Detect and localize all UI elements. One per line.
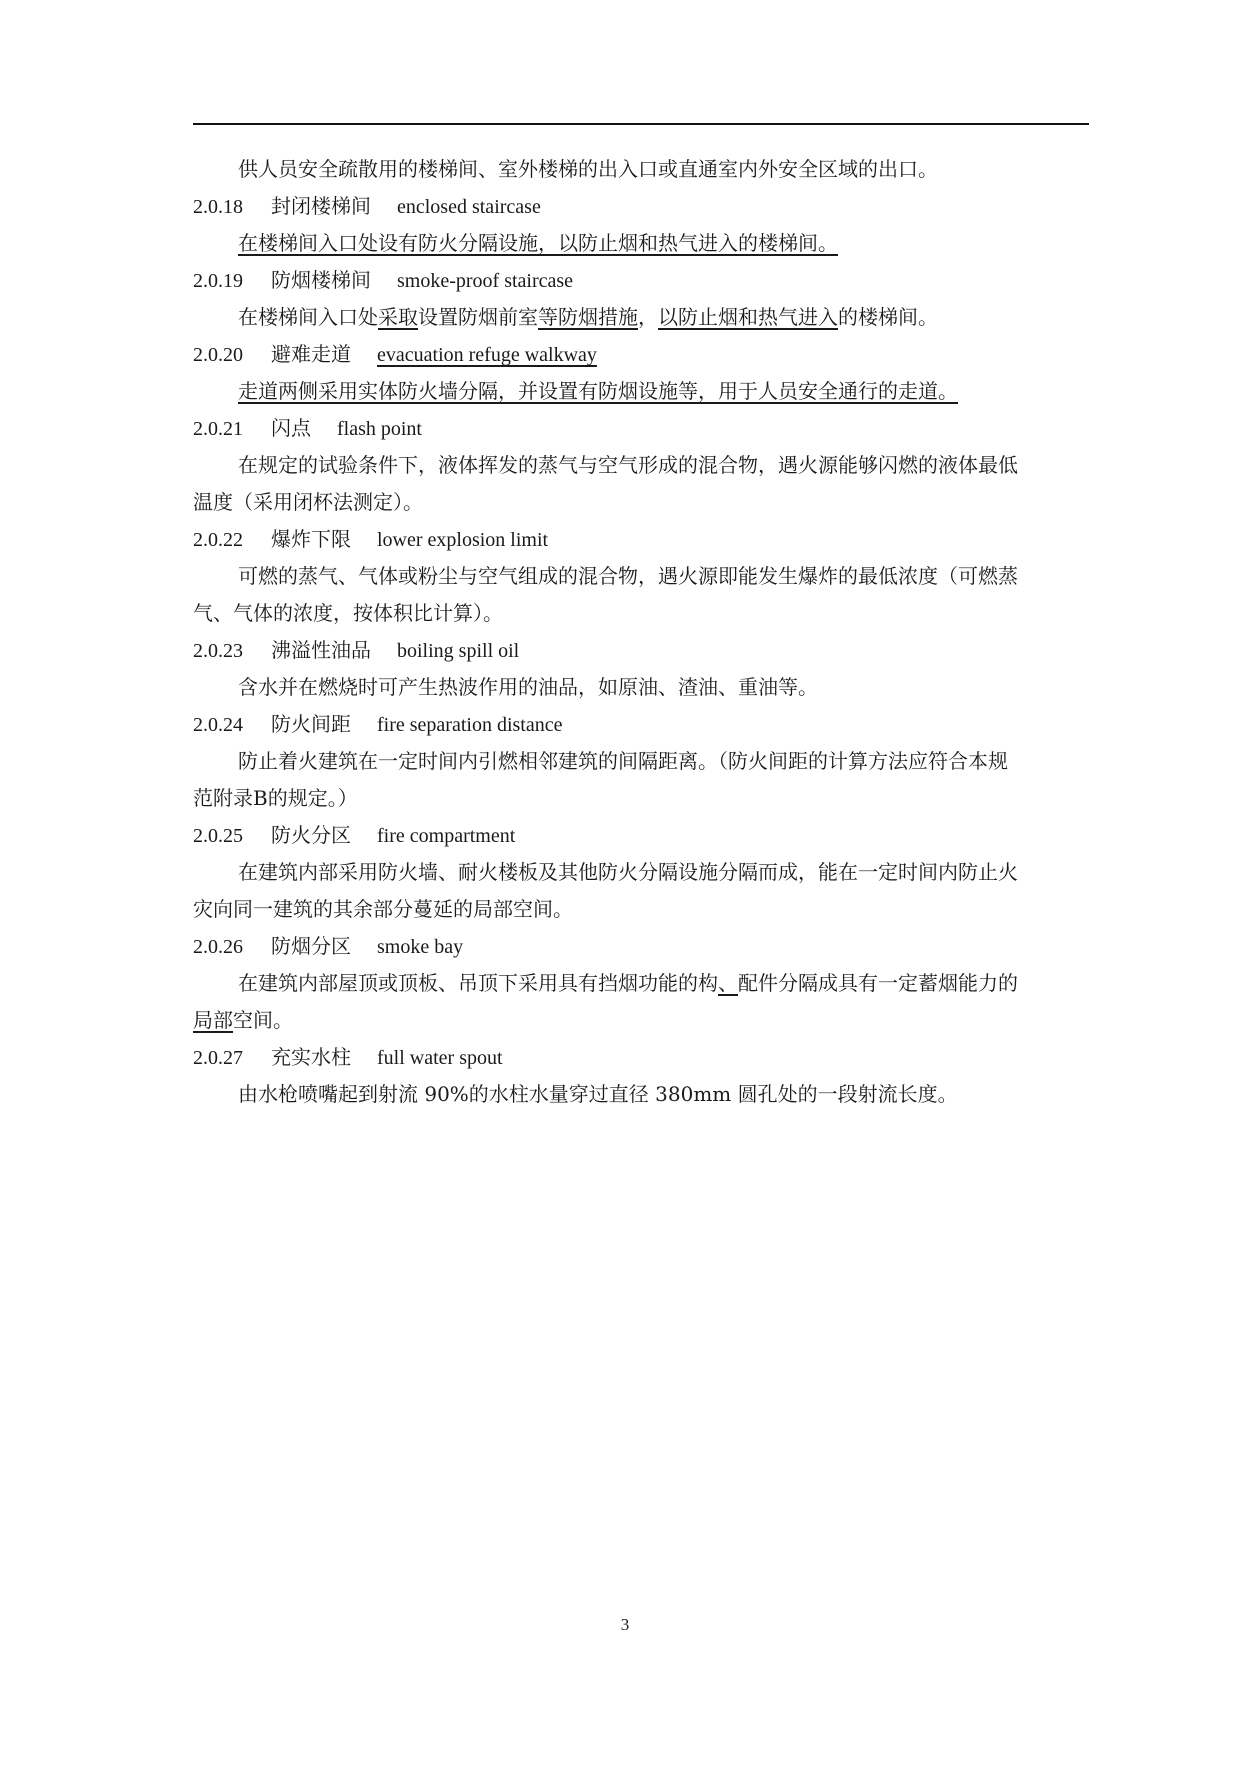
definition-text: 温度（采用闭杯法测定）。 xyxy=(193,490,423,514)
definition-segment: 局部 xyxy=(193,1008,233,1032)
term-heading xyxy=(193,267,573,294)
definition-segment: 等防烟措施 xyxy=(538,305,638,329)
definition-text: 供人员安全疏散用的楼梯间、室外楼梯的出入口或直通室内外安全区域的出口。 xyxy=(238,157,938,181)
definition-text: 范附录B的规定。） xyxy=(193,786,358,810)
definition-text: 在楼梯间入口处设有防火分隔设施，以防止烟和热气进入的楼梯间。 xyxy=(238,231,838,255)
term-number: 2.0.18 xyxy=(193,196,243,218)
term-heading xyxy=(193,415,422,442)
term-number: 2.0.25 xyxy=(193,825,243,847)
definition-segment: 以防止烟和热气进入 xyxy=(658,305,838,329)
term-number: 2.0.23 xyxy=(193,640,243,662)
definition-text: 在建筑内部采用防火墙、耐火楼板及其他防火分隔设施分隔而成，能在一定时间内防止火 xyxy=(238,860,1018,884)
term-chinese: 充实水柱 xyxy=(271,1045,351,1069)
definition-segment: 空间。 xyxy=(233,1008,293,1032)
definition-segment: 的楼梯间。 xyxy=(838,305,938,329)
term-chinese: 封闭楼梯间 xyxy=(271,194,371,218)
definition-text: 在规定的试验条件下，液体挥发的蒸气与空气形成的混合物，遇火源能够闪燃的液体最低 xyxy=(238,453,1018,477)
term-chinese: 爆炸下限 xyxy=(271,527,351,551)
term-english: enclosed staircase xyxy=(397,196,541,218)
term-chinese: 防火间距 xyxy=(271,712,351,736)
term-chinese: 防烟分区 xyxy=(271,934,351,958)
term-english: smoke bay xyxy=(377,936,464,958)
definition-text xyxy=(238,304,938,330)
term-heading xyxy=(193,193,541,220)
definition-segment: 采取 xyxy=(378,305,418,329)
term-number: 2.0.19 xyxy=(193,270,243,292)
term-english: smoke-proof staircase xyxy=(397,270,574,292)
term-heading xyxy=(193,637,519,664)
header-rule xyxy=(193,123,1089,125)
term-english: lower explosion limit xyxy=(377,529,549,551)
term-heading xyxy=(193,933,463,960)
definition-segment: 设置防烟前室 xyxy=(418,305,538,329)
term-english: boiling spill oil xyxy=(397,640,520,662)
term-number: 2.0.22 xyxy=(193,529,243,551)
term-heading xyxy=(193,1044,503,1071)
term-chinese: 防火分区 xyxy=(271,823,351,847)
definition-text: 走道两侧采用实体防火墙分隔，并设置有防烟设施等，用于人员安全通行的走道。 xyxy=(238,379,958,403)
definition-text: 可燃的蒸气、气体或粉尘与空气组成的混合物，遇火源即能发生爆炸的最低浓度（可燃蒸 xyxy=(238,564,1018,588)
definition-text: 防止着火建筑在一定时间内引燃相邻建筑的间隔距离。（防火间距的计算方法应符合本规 xyxy=(238,749,1008,773)
definition-text xyxy=(238,970,1018,996)
term-chinese: 防烟楼梯间 xyxy=(271,268,371,292)
definition-text: 气、气体的浓度，按体积比计算）。 xyxy=(193,601,503,625)
definition-segment: 配件分隔成具有一定蓄烟能力的 xyxy=(738,971,1018,995)
definition-text: 含水并在燃烧时可产生热波作用的油品，如原油、渣油、重油等。 xyxy=(238,675,818,699)
definition-text: 由水枪喷嘴起到射流 90%的水柱水量穿过直径 380mm 圆孔处的一段射流长度。 xyxy=(238,1082,958,1106)
term-heading xyxy=(193,526,548,553)
term-heading xyxy=(193,711,562,738)
term-number: 2.0.24 xyxy=(193,714,243,736)
term-english: fire separation distance xyxy=(377,714,563,736)
term-chinese: 闪点 xyxy=(271,416,311,440)
definition-segment: 在建筑内部屋顶或顶板、吊顶下采用具有挡烟功能的构 xyxy=(238,971,718,995)
definition-text: 灾向同一建筑的其余部分蔓延的局部空间。 xyxy=(193,897,573,921)
definition-segment: 在楼梯间入口处 xyxy=(238,305,378,329)
term-chinese: 避难走道 xyxy=(271,342,351,366)
term-number: 2.0.27 xyxy=(193,1047,243,1069)
term-english: full water spout xyxy=(377,1047,503,1069)
term-number: 2.0.26 xyxy=(193,936,243,958)
term-number: 2.0.20 xyxy=(193,344,243,366)
term-number: 2.0.21 xyxy=(193,418,243,440)
term-english: fire compartment xyxy=(377,825,516,847)
page-number: 3 xyxy=(620,1615,630,1634)
term-heading xyxy=(193,341,597,368)
term-english: evacuation refuge walkway xyxy=(377,344,597,366)
term-heading xyxy=(193,822,515,849)
term-chinese: 沸溢性油品 xyxy=(271,638,371,662)
definition-segment: 、 xyxy=(718,971,738,995)
definition-text xyxy=(193,1007,293,1033)
definition-segment: ， xyxy=(638,305,658,329)
term-english: flash point xyxy=(337,418,422,440)
